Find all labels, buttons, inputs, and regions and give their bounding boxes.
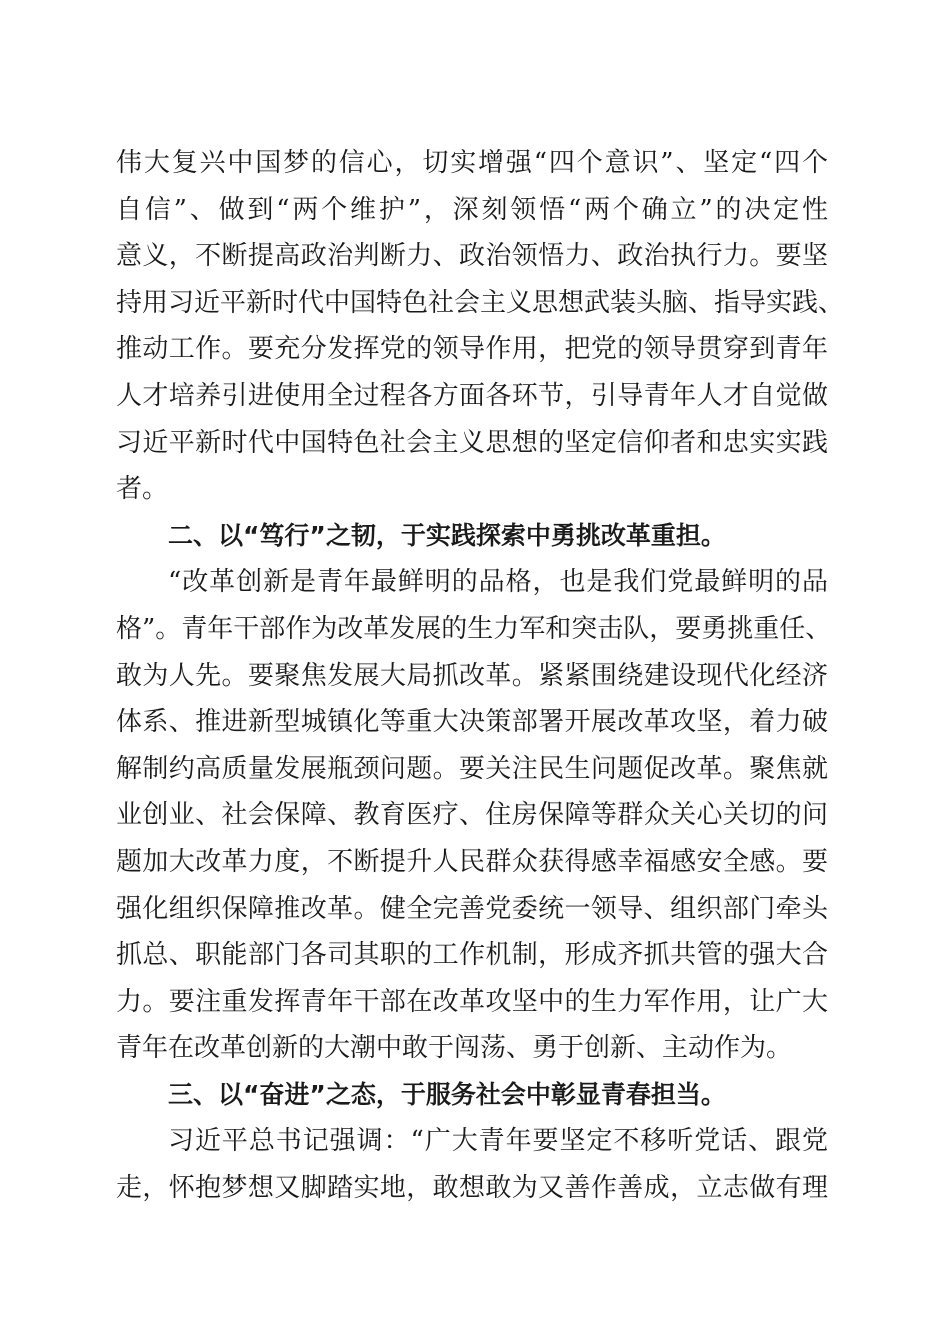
text-line: 意义，不断提高政治判断力、政治领悟力、政治执行力。要坚 [116,241,828,272]
text-line: 习近平新时代中国特色社会主义思想的坚定信仰者和忠实实践 [116,427,828,458]
text-line: 力。要注重发挥青年干部在改革攻坚中的生力军作用，让广大 [116,986,828,1017]
text-line: “改革创新是青年最鲜明的品格，也是我们党最鲜明的品 [168,567,828,598]
text-line: 体系、推进新型城镇化等重大决策部署开展改革攻坚，着力破 [116,707,828,738]
text-line: 业创业、社会保障、教育医疗、住房保障等群众关心关切的问 [116,800,828,831]
text-line: 推动工作。要充分发挥党的领导作用，把党的领导贯穿到青年 [116,334,828,365]
text-line: 习近平总书记强调：“广大青年要坚定不移听党话、跟党 [168,1126,828,1157]
text-line: 自信”、做到“两个维护”，深刻领悟“两个确立”的决定性 [116,194,828,225]
text-line: 解制约高质量发展瓶颈问题。要关注民生问题促改革。聚焦就 [116,753,828,784]
section-heading-2: 二、以“笃行”之韧，于实践探索中勇挑改革重担。 [168,520,726,550]
text-line: 走，怀抱梦想又脚踏实地，敢想敢为又善作善成，立志做有理 [116,1173,828,1204]
document-body [116,140,845,1212]
paragraph-1 [116,140,845,513]
text-line: 强化组织保障推改革。健全完善党委统一领导、组织部门牵头 [116,893,828,924]
paragraph-3 [116,1118,828,1211]
paragraph-2 [116,559,832,1072]
text-line: 青年在改革创新的大潮中敢于闯荡、勇于创新、主动作为。 [116,1033,793,1064]
text-line: 敢为人先。要聚焦发展大局抓改革。紧紧围绕建设现代化经济 [116,660,828,691]
text-line: 抓总、职能部门各司其职的工作机制，形成齐抓共管的强大合 [116,940,828,971]
text-line: 者。 [116,474,169,505]
text-line: 人才培养引进使用全过程各方面各环节，引导青年人才自觉做 [116,380,828,411]
text-line: 持用习近平新时代中国特色社会主义思想武装头脑、指导实践、 [116,287,845,318]
section-heading-3: 三、以“奋进”之态，于服务社会中彰显青春担当。 [168,1079,726,1109]
text-line: 伟大复兴中国梦的信心，切实增强“四个意识”、坚定“四个 [116,148,828,178]
text-line: 题加大改革力度，不断提升人民群众获得感幸福感安全感。要 [116,846,828,877]
text-line: 格”。青年干部作为改革发展的生力军和突击队，要勇挑重任、 [116,613,832,644]
